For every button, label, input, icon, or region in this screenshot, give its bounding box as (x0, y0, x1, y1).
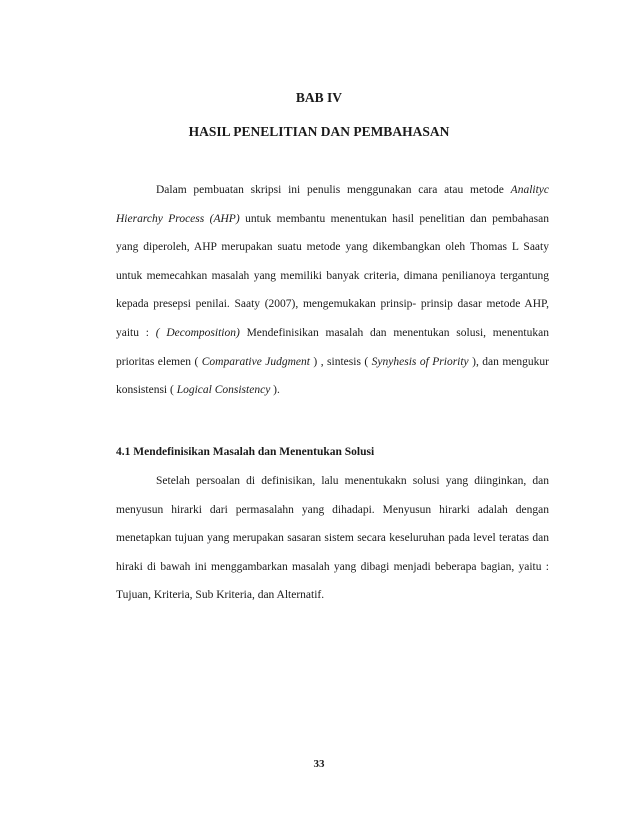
intro-italic-decomposition: ( Decomposition) (155, 326, 240, 339)
page-number: 33 (313, 758, 325, 770)
problem-definition-text: Setelah persoalan di definisikan, lalu menentukakn solusi yang diinginkan, dan menyusun hirarki dari permasalahn yang dihadapi. Menyusun hirarki adalah dengan menetapkan tujuan yang merupakan sasaran sistem secara keseluruhan pada level teratas dan hiraki di bawah ini menggambarkan masalah yang dibagi menjadi beberapa bagian, yaitu : Tujuan, Kriteria, Sub Kriteria, dan Alternatif. (116, 475, 549, 602)
intro-italic-consistency: Logical Consistency (176, 384, 271, 397)
paragraph-problem-definition (116, 467, 549, 610)
intro-text-1: Dalam pembuatan skripsi ini penulis menggunakan cara atau metode (156, 184, 511, 196)
paragraph-intro (116, 176, 549, 405)
intro-italic-synthesis: Synyhesis of Priority (371, 355, 469, 368)
chapter-number: BAB IV (295, 90, 343, 105)
section-heading: 4.1 Mendefinisikan Masalah dan Menentukan Solusi (116, 446, 375, 458)
intro-text-4: ) , sintesis ( (309, 355, 372, 368)
intro-text-6: ). (270, 384, 280, 397)
intro-text-2: untuk membantu menentukan hasil penelitian dan pembahasan yang diperoleh, AHP merupakan suatu metode yang dikembangkan oleh Thomas L Saaty untuk memecahkan masalah yang memiliki banyak criteria, dimana penilianoya tergantung kepada presepsi penilai. Saaty (2007), mengemukakan prinsip- prinsip dasar metode AHP, yaitu : (116, 212, 549, 339)
intro-text-5: ), dan mengukur konsistensi ( (116, 355, 549, 397)
intro-italic-comparative: Comparative Judgment (201, 355, 310, 368)
chapter-title: HASIL PENELITIAN DAN PEMBAHASAN (188, 124, 450, 139)
intro-italic-ahp: Analityc Hierarchy Process (AHP) (116, 184, 549, 225)
intro-text-3: Mendefinisikan masalah dan menentukan solusi, menentukan prioritas elemen ( (116, 326, 549, 368)
